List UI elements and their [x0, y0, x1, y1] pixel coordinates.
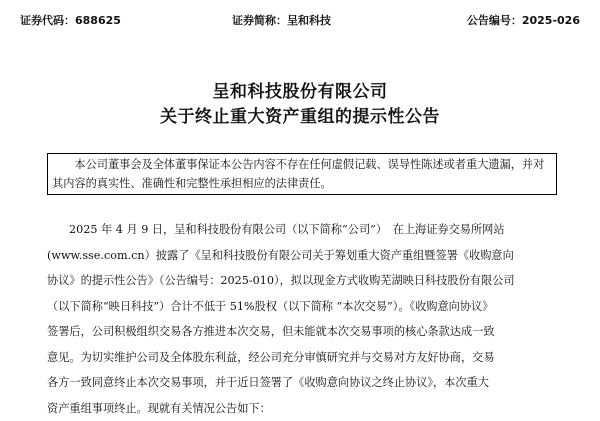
body-line: (www.sse.com.cn）披露了《呈和科技股份有限公司关于筹划重大资产重组暨签署《收购意向: [47, 243, 557, 269]
stock-code: 证券代码：688625: [20, 12, 121, 28]
body-line: 意见。为切实维护公司及全体股东利益，经公司充分审慎研究并与交易对方友好协商，交易: [47, 345, 557, 371]
notice-text: 本公司董事会及全体董事保证本公告内容不存在任何虚假记载、误导性陈述或者重大遗漏，并对其内容的真实性、准确性和完整性承担相应的法律责任。: [52, 155, 552, 193]
body-line: （以下简称“映日科技”）合计不低于 51%股权（以下简称 “本次交易”）。《收购意向协议》: [47, 294, 557, 320]
announcement-title: 关于终止重大资产重组的提示性公告: [0, 102, 600, 127]
stock-abbreviation: 证券简称：呈和科技: [232, 12, 331, 28]
announcement-body: [47, 217, 557, 421]
body-line: 2025 年 4 月 9 日，呈和科技股份有限公司（以下简称“公司”） 在上海证券交易所网站: [47, 217, 557, 243]
body-line: 资产重组事项终止。现就有关情况公告如下：: [47, 396, 557, 421]
announcement-number: 公告编号：2025-026: [467, 12, 580, 28]
body-line: 协议》的提示性公告》（公告编号：2025-010），拟以现金方式收购芜湖映日科技股份有限公司: [47, 268, 557, 294]
board-guarantee-notice: [47, 153, 557, 195]
body-line: 签署后，公司积极组织交易各方推进本次交易，但未能就本次交易事项的核心条款达成一致: [47, 319, 557, 345]
announcement-header: [20, 12, 580, 28]
company-title: 呈和科技股份有限公司: [0, 77, 600, 102]
body-line: 各方一致同意终止本次交易事项，并于近日签署了《收购意向协议之终止协议》，本次重大: [47, 370, 557, 396]
